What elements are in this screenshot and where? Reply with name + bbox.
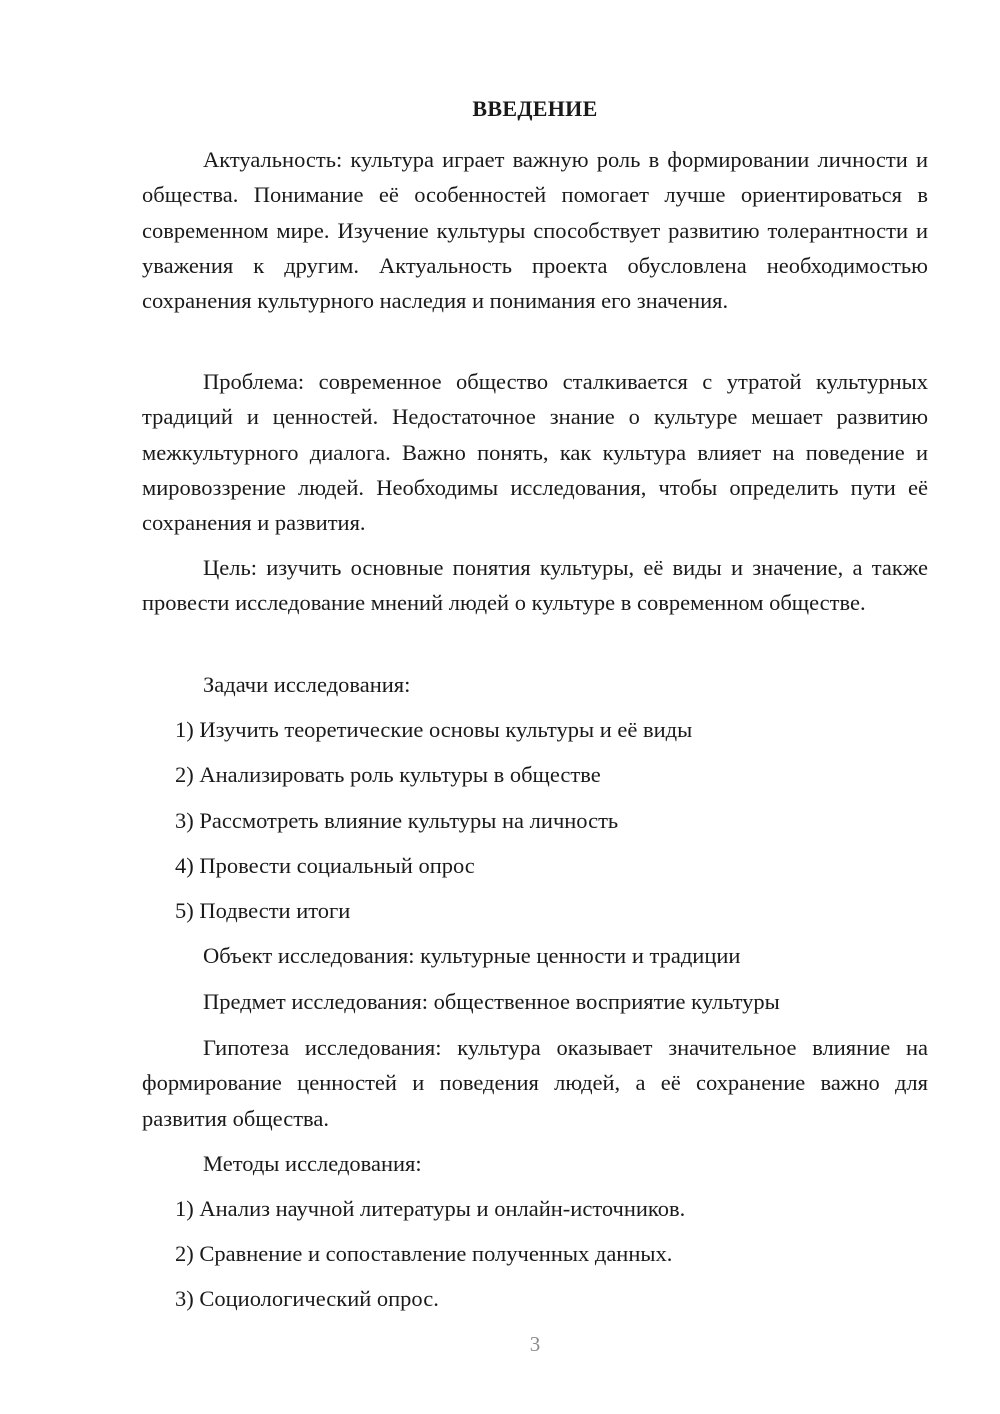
task-item: 4) Провести социальный опрос [175,853,475,878]
task-item: 5) Подвести итоги [175,898,351,923]
tasks-label: Задачи исследования: [203,672,411,697]
goal-paragraph: Цель: изучить основные понятия культуры, её виды и значение, а также провести исследование мнений людей о культуре в современном обществе. [142,555,928,616]
problem-paragraph: Проблема: современное общество сталкивается с утратой культурных традиций и ценностей. Недостаточное знание о культуре мешает развитию межкультурного диалога. Важно понять, как культура влияет на поведение и мировоззрение людей. Необходимы исследования, чтобы определить пути её сохранения и развития. [142,369,928,536]
section-title: ВВЕДЕНИЕ [472,96,598,121]
methods-label: Методы исследования: [203,1151,422,1176]
research-subject: Предмет исследования: общественное восприятие культуры [203,989,780,1014]
relevance-paragraph: Актуальность: культура играет важную роль в формировании личности и общества. Понимание её особенностей помогает лучше ориентироваться в современном мире. Изучение культуры способствует развитию толерантности и уважения к другим. Актуальность проекта обусловлена необходимостью сохранения культурного наследия и понимания его значения. [142,147,928,314]
method-item: 3) Социологический опрос. [175,1286,439,1311]
hypothesis-paragraph: Гипотеза исследования: культура оказывает значительное влияние на формирование ценностей и поведения людей, а её сохранение важно для развития общества. [142,1035,928,1131]
document-page [142,0,928,1414]
method-item: 1) Анализ научной литературы и онлайн-источников. [175,1196,686,1221]
method-item: 2) Сравнение и сопоставление полученных данных. [175,1241,673,1266]
task-item: 1) Изучить теоретические основы культуры и её виды [175,717,693,742]
task-item: 3) Рассмотреть влияние культуры на личность [175,808,619,833]
task-item: 2) Анализировать роль культуры в обществе [175,762,601,787]
research-object: Объект исследования: культурные ценности и традиции [203,943,741,968]
page-number: 3 [529,1332,541,1356]
